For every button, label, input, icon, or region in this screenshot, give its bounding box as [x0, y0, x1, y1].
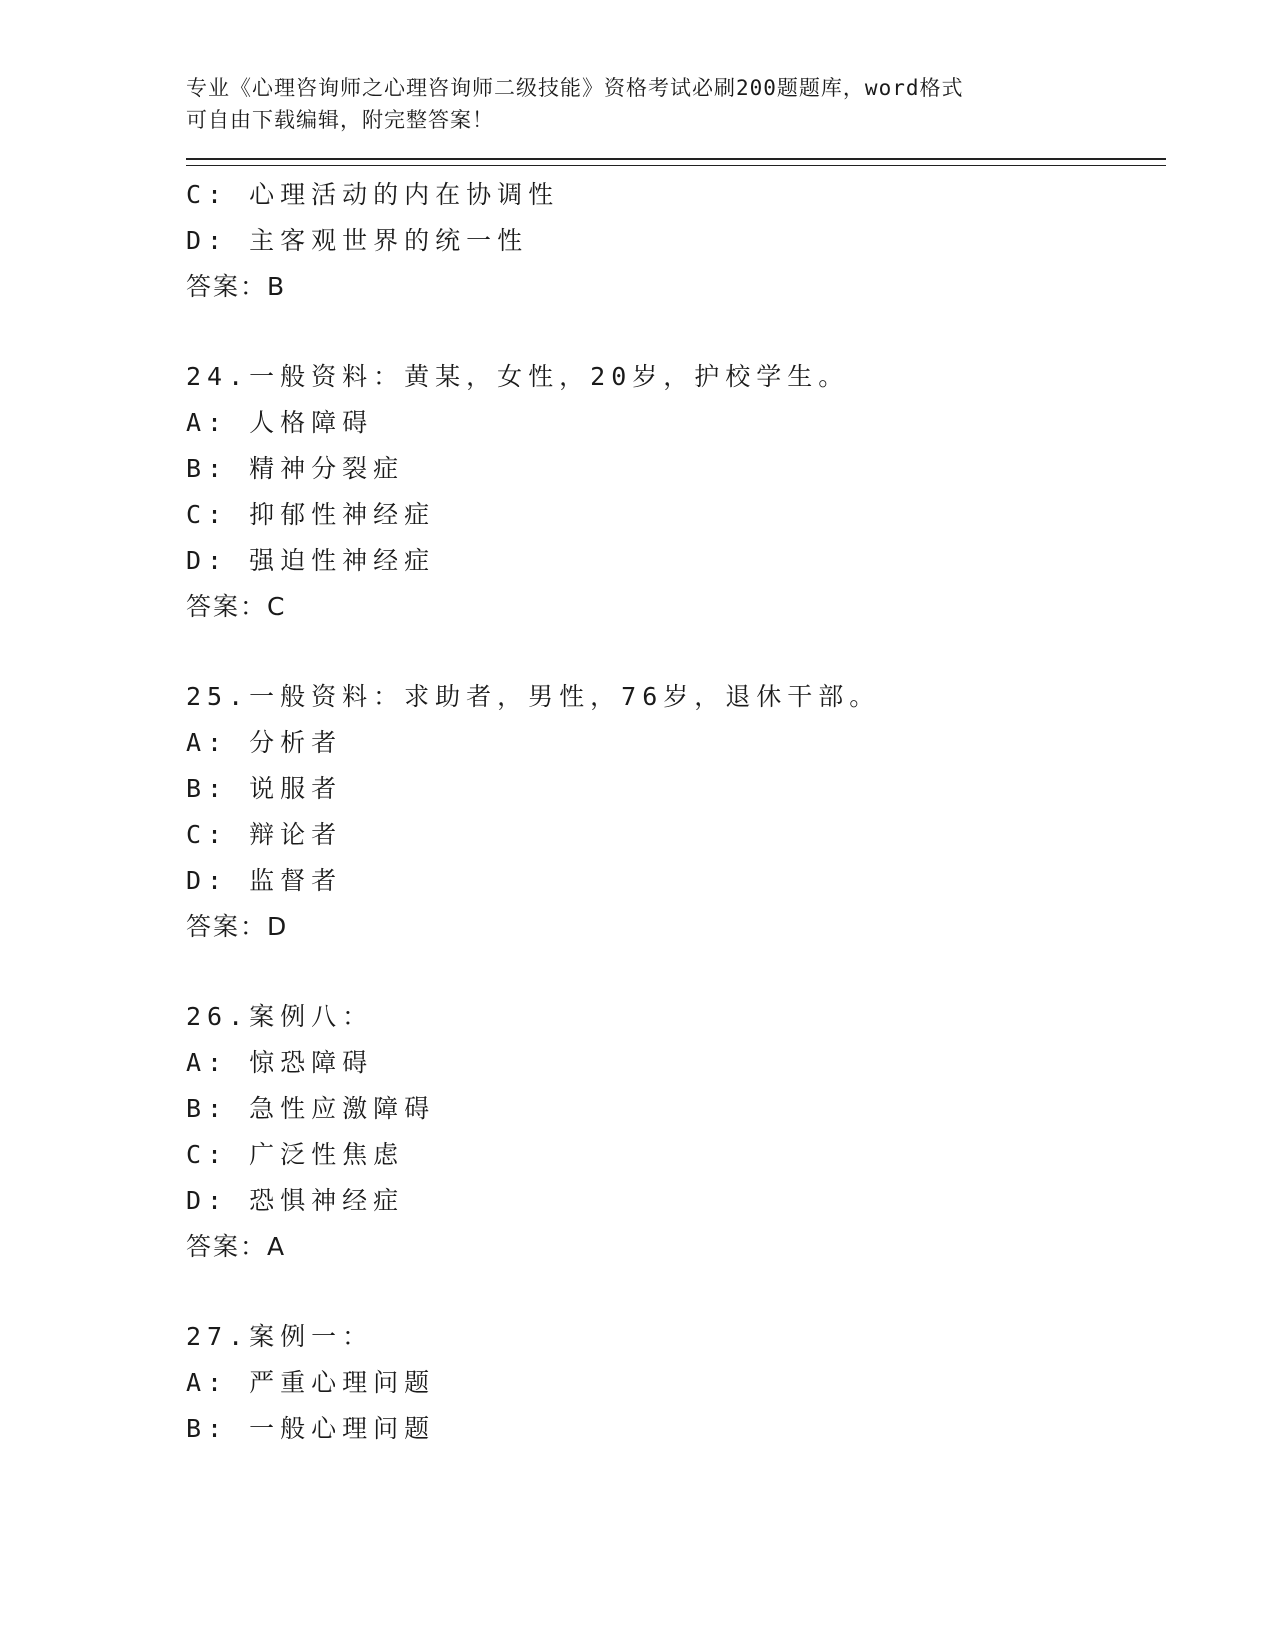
question-stem: 25.一般资料：求助者，男性，76岁，退休干部。: [186, 682, 881, 711]
option-b: B: 急性应激障碍: [186, 1094, 436, 1123]
option-c: C: 广泛性焦虑: [186, 1140, 405, 1169]
question-stem: 26.案例八：: [186, 1002, 374, 1031]
option-d: D: 强迫性神经症: [186, 546, 436, 575]
option-d: D: 恐惧神经症: [186, 1186, 405, 1215]
option-a: A: 人格障碍: [186, 408, 374, 437]
question-stem: 27.案例一：: [186, 1322, 374, 1351]
option-c: C: 抑郁性神经症: [186, 500, 436, 529]
document-page: [186, 72, 1166, 1452]
option-c: C: 心理活动的内在协调性: [186, 180, 560, 209]
header-line-2: 可自由下载编辑，附完整答案！: [186, 108, 494, 132]
option-b: B: 一般心理问题: [186, 1414, 436, 1443]
answer-line: 答案：B: [186, 272, 287, 301]
question-stem: 24.一般资料：黄某，女性，20岁，护校学生。: [186, 362, 850, 391]
option-b: B: 说服者: [186, 774, 343, 803]
option-c: C: 辩论者: [186, 820, 343, 849]
header-divider: [186, 158, 1166, 166]
answer-line: 答案：D: [186, 912, 289, 941]
option-a: A: 分析者: [186, 728, 343, 757]
answer-line: 答案：C: [186, 592, 287, 621]
option-a: A: 严重心理问题: [186, 1368, 436, 1397]
document-header: [186, 72, 1086, 136]
question-list: [186, 172, 1166, 1452]
option-d: D: 主客观世界的统一性: [186, 226, 529, 255]
option-a: A: 惊恐障碍: [186, 1048, 374, 1077]
header-line-1: 专业《心理咨询师之心理咨询师二级技能》资格考试必刷200题题库，word格式: [186, 76, 964, 100]
option-b: B: 精神分裂症: [186, 454, 405, 483]
option-d: D: 监督者: [186, 866, 343, 895]
answer-line: 答案：A: [186, 1232, 287, 1261]
